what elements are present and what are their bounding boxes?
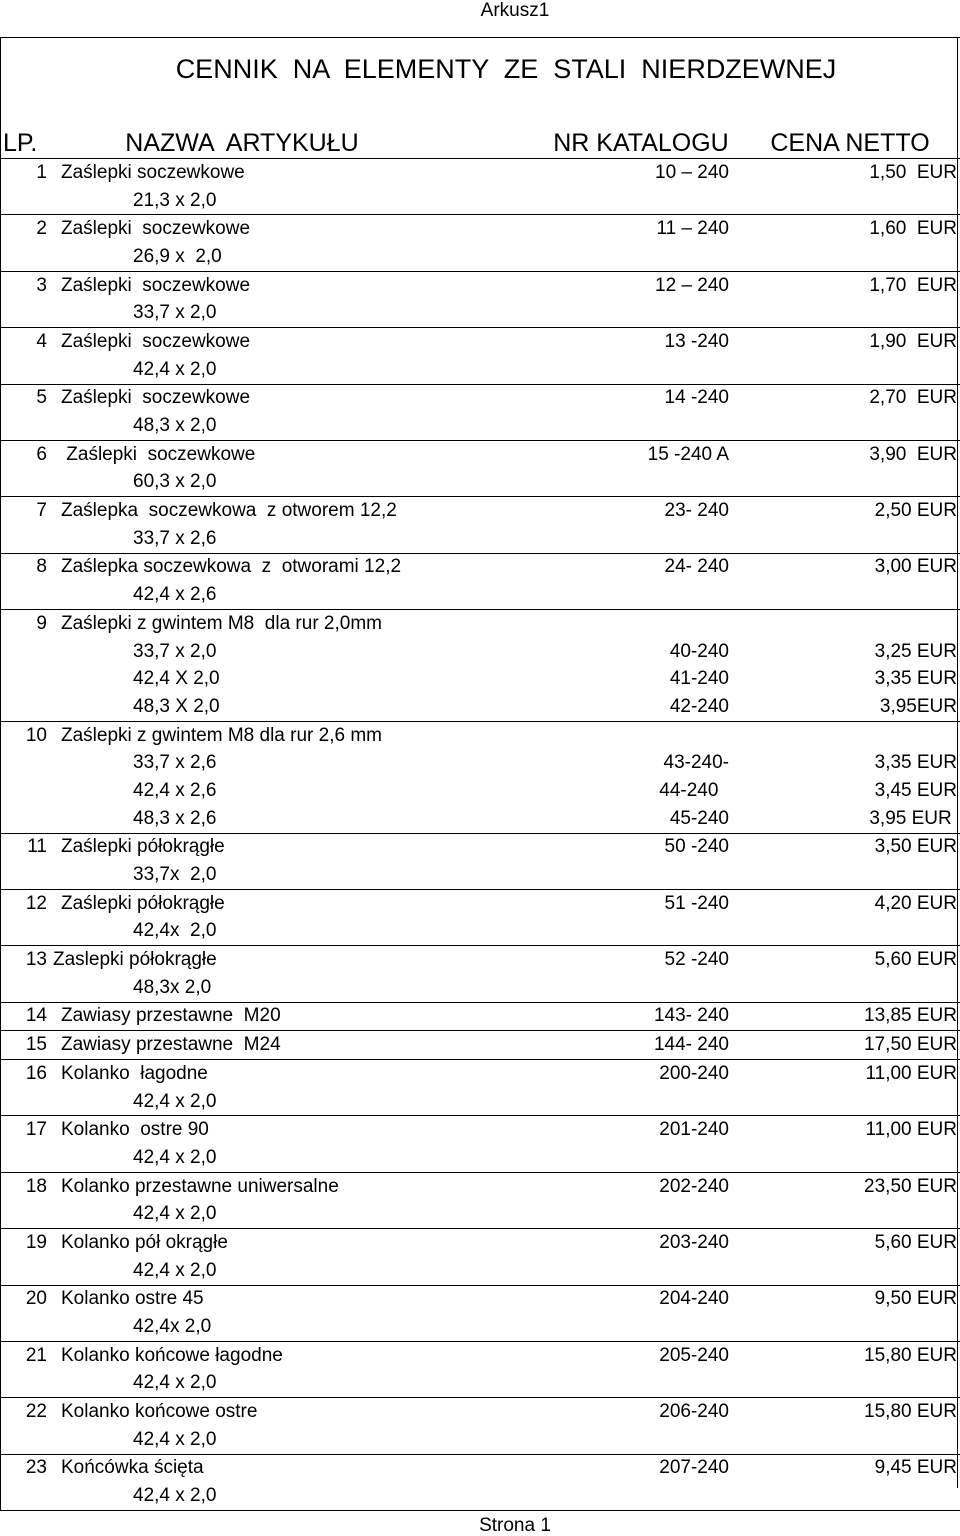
row-main-line xyxy=(1,328,960,356)
row-sub-line xyxy=(1,1426,960,1455)
cell-name: Zaślepki z gwintem M8 dla rur 2,0mm xyxy=(61,612,382,634)
cell-lp: 11 xyxy=(27,836,47,858)
cell-catalog: 50 -240 xyxy=(664,836,729,858)
cell-lp: 9 xyxy=(36,612,47,634)
table-row xyxy=(1,1173,960,1229)
cell-lp: 19 xyxy=(25,1231,47,1253)
row-sub-line xyxy=(1,638,960,666)
cell-price: 23,50 EUR xyxy=(864,1175,957,1197)
cell-name: 42,4 x 2,0 xyxy=(133,1203,217,1225)
table-row xyxy=(1,328,960,384)
table-row xyxy=(1,722,960,834)
cell-name: Zaślepki soczewkowe xyxy=(61,274,251,296)
cell-catalog: 24- 240 xyxy=(664,556,729,578)
row-main-line xyxy=(1,1229,960,1257)
cell-price: 2,70 EUR xyxy=(869,387,957,409)
title-spacer-row xyxy=(1,100,960,130)
table-row xyxy=(1,946,960,1002)
row-sub-line xyxy=(1,665,960,693)
cell-name: 42,4x 2,0 xyxy=(133,1316,212,1338)
cell-lp: 22 xyxy=(25,1401,47,1423)
cell-name: 33,7 x 2,0 xyxy=(133,640,217,662)
row-main-line xyxy=(1,610,960,638)
cell-price: 3,25 EUR xyxy=(874,640,957,662)
cell-catalog: 143- 240 xyxy=(653,1005,729,1027)
table-row xyxy=(1,1116,960,1172)
cell-name: Zaślepka soczewkowa z otworami 12,2 xyxy=(61,556,402,578)
cell-name: Końcówka ścięta xyxy=(61,1457,204,1479)
cell-lp: 1 xyxy=(36,161,47,183)
cell-lp: 20 xyxy=(25,1288,47,1310)
cell-lp: 14 xyxy=(25,1005,47,1027)
row-sub-line xyxy=(1,693,960,722)
cell-name: 48,3 x 2,6 xyxy=(133,807,217,829)
table-row xyxy=(1,1342,960,1398)
cell-name: Zaślepki półokrągłe xyxy=(61,892,225,914)
table-row xyxy=(1,1286,960,1342)
cell-price: 5,60 EUR xyxy=(874,949,957,971)
cell-catalog: 200-240 xyxy=(659,1062,729,1084)
cell-name: 48,3 x 2,0 xyxy=(133,415,217,437)
cell-catalog: 45-240 xyxy=(669,807,729,829)
cell-name: Kolanko łagodne xyxy=(61,1062,208,1084)
page-title: CENNIK NA ELEMENTY ZE STALI NIERDZEWNEJ xyxy=(175,53,837,84)
cell-catalog: 52 -240 xyxy=(664,949,729,971)
cell-lp: 8 xyxy=(36,556,47,578)
cell-lp: 13 xyxy=(25,949,47,971)
cell-price: 3,95EUR xyxy=(879,695,957,717)
cell-catalog: 207-240 xyxy=(659,1457,729,1479)
cell-name: 42,4 x 2,0 xyxy=(133,1146,217,1168)
row-main-line xyxy=(1,441,960,469)
row-main-line xyxy=(1,1116,960,1144)
cell-catalog: 23- 240 xyxy=(664,500,729,522)
table-row xyxy=(1,1031,960,1060)
row-sub-line xyxy=(1,749,960,777)
cell-catalog: 40-240 xyxy=(669,640,729,662)
table-row xyxy=(1,890,960,946)
row-sub-line xyxy=(1,469,960,498)
row-main-line xyxy=(1,1286,960,1314)
cell-name: 42,4 x 2,6 xyxy=(133,779,217,801)
row-sub-line xyxy=(1,777,960,805)
row-sub-line xyxy=(1,525,960,554)
page-footer: Strona 1 xyxy=(479,1515,551,1536)
cell-catalog: 15 -240 A xyxy=(647,443,729,465)
cell-catalog: 43-240- xyxy=(663,752,729,774)
table-row xyxy=(1,834,960,890)
cell-lp: 10 xyxy=(25,724,47,746)
cell-price: 9,45 EUR xyxy=(874,1457,957,1479)
cell-price: 3,95 EUR xyxy=(869,807,957,829)
cell-name: Zaślepka soczewkowa z otworem 12,2 xyxy=(61,500,397,522)
table-row xyxy=(1,1455,960,1511)
table-row xyxy=(1,215,960,271)
cell-name: 42,4 X 2,0 xyxy=(133,668,220,690)
row-main-line xyxy=(1,272,960,300)
cell-name: 26,9 x 2,0 xyxy=(133,245,222,267)
cell-name: Zawiasy przestawne M24 xyxy=(61,1034,281,1056)
row-sub-line xyxy=(1,805,960,834)
cell-price: 3,45 EUR xyxy=(874,779,957,801)
cell-price: 3,50 EUR xyxy=(874,836,957,858)
row-main-line xyxy=(1,1031,960,1060)
cell-price: 1,60 EUR xyxy=(869,218,957,240)
cell-lp: 17 xyxy=(25,1119,47,1141)
cell-catalog: 13 -240 xyxy=(664,330,729,352)
header-lp: LP. xyxy=(3,129,38,157)
cell-catalog: 41-240 xyxy=(669,668,729,690)
cell-price: 3,00 EUR xyxy=(874,556,957,578)
cell-catalog: 44-240 xyxy=(659,779,729,801)
row-main-line xyxy=(1,946,960,974)
cell-name: 42,4x 2,0 xyxy=(133,920,217,942)
cell-name: 42,4 x 2,0 xyxy=(133,1090,217,1112)
row-sub-line xyxy=(1,581,960,610)
cell-name: Zawiasy przestawne M20 xyxy=(61,1005,281,1027)
cell-price: 9,50 EUR xyxy=(874,1288,957,1310)
table-row xyxy=(1,497,960,553)
cell-price: 11,00 EUR xyxy=(865,1062,957,1084)
cell-name: 48,3 X 2,0 xyxy=(133,695,220,717)
row-sub-line xyxy=(1,1088,960,1117)
cell-price: 15,80 EUR xyxy=(864,1401,957,1423)
cell-price: 1,50 EUR xyxy=(869,161,957,183)
cell-name: 42,4 x 2,0 xyxy=(133,1372,217,1394)
cell-name: 21,3 x 2,0 xyxy=(133,189,217,211)
table-body xyxy=(1,159,960,1511)
row-sub-line xyxy=(1,1257,960,1286)
cell-price: 15,80 EUR xyxy=(864,1344,957,1366)
cell-price: 13,85 EUR xyxy=(864,1005,957,1027)
row-sub-line xyxy=(1,187,960,216)
row-sub-line xyxy=(1,918,960,947)
row-main-line xyxy=(1,1342,960,1370)
cell-catalog: 202-240 xyxy=(659,1175,729,1197)
cell-catalog: 12 – 240 xyxy=(655,274,729,296)
cell-name: 48,3x 2,0 xyxy=(133,976,212,998)
cell-name: 42,4 x 2,0 xyxy=(133,1259,217,1281)
cell-name: Zaślepki soczewkowe xyxy=(61,161,245,183)
cell-catalog: 144- 240 xyxy=(653,1034,729,1056)
row-sub-line xyxy=(1,243,960,272)
table-row xyxy=(1,272,960,328)
cell-name: Kolanko końcowe łagodne xyxy=(61,1344,283,1366)
table-row xyxy=(1,159,960,215)
cell-lp: 16 xyxy=(25,1062,47,1084)
cell-name: Zaślepki soczewkowe xyxy=(61,387,251,409)
row-sub-line xyxy=(1,1200,960,1229)
cell-lp: 18 xyxy=(25,1175,47,1197)
cell-name: 42,4 x 2,0 xyxy=(133,358,217,380)
cell-name: Kolanko pół okrągłe xyxy=(61,1231,228,1253)
cell-name: 42,4 x 2,0 xyxy=(133,1428,217,1450)
cell-name: Zaślepki soczewkowe xyxy=(61,218,251,240)
cell-price: 4,20 EUR xyxy=(874,892,957,914)
cell-name: Zaslepki półokrągłe xyxy=(53,949,217,971)
cell-lp: 15 xyxy=(25,1034,47,1056)
cell-catalog: 203-240 xyxy=(659,1231,729,1253)
row-sub-line xyxy=(1,974,960,1003)
header-price: CENA NETTO xyxy=(770,129,930,157)
cell-catalog: 10 – 240 xyxy=(655,161,729,183)
cell-catalog: 14 -240 xyxy=(664,387,729,409)
table-row xyxy=(1,610,960,722)
cell-lp: 2 xyxy=(36,218,47,240)
row-main-line xyxy=(1,215,960,243)
cell-name: Zaślepki soczewkowe xyxy=(61,330,251,352)
cell-name: 33,7 x 2,6 xyxy=(133,527,217,549)
cell-price: 3,90 EUR xyxy=(869,443,957,465)
cell-catalog: 201-240 xyxy=(659,1119,729,1141)
cell-price: 3,35 EUR xyxy=(874,668,957,690)
cell-lp: 6 xyxy=(36,443,47,465)
cell-name: Zaślepki półokrągłe xyxy=(61,836,225,858)
cell-lp: 4 xyxy=(36,330,47,352)
cell-price: 17,50 EUR xyxy=(864,1034,957,1056)
cell-catalog: 11 – 240 xyxy=(656,218,729,240)
cell-name: 42,4 x 2,0 xyxy=(133,1485,217,1507)
cell-lp: 5 xyxy=(36,387,47,409)
row-sub-line xyxy=(1,1370,960,1399)
cell-name: Kolanko ostre 90 xyxy=(61,1119,209,1141)
row-main-line xyxy=(1,1060,960,1088)
header-catalog: NR KATALOGU xyxy=(553,129,729,157)
cell-name: 33,7x 2,0 xyxy=(133,864,217,886)
row-sub-line xyxy=(1,356,960,385)
row-sub-line xyxy=(1,1144,960,1173)
table-row xyxy=(1,441,960,497)
cell-lp: 23 xyxy=(25,1457,47,1479)
table-row xyxy=(1,1003,960,1032)
row-main-line xyxy=(1,497,960,525)
row-main-line xyxy=(1,890,960,918)
cell-catalog: 51 -240 xyxy=(664,892,729,914)
cell-lp: 3 xyxy=(36,274,47,296)
row-sub-line xyxy=(1,861,960,890)
cell-catalog: 204-240 xyxy=(659,1288,729,1310)
cell-lp: 7 xyxy=(36,500,47,522)
cell-name: Kolanko końcowe ostre xyxy=(61,1401,258,1423)
price-list-table xyxy=(0,37,960,1511)
row-sub-line xyxy=(1,412,960,441)
cell-name: 33,7 x 2,6 xyxy=(133,752,217,774)
cell-price: 1,70 EUR xyxy=(869,274,957,296)
row-main-line xyxy=(1,834,960,862)
cell-name: Kolanko ostre 45 xyxy=(61,1288,204,1310)
table-row xyxy=(1,385,960,441)
row-sub-line xyxy=(1,1482,960,1511)
row-main-line xyxy=(1,159,960,187)
cell-price: 5,60 EUR xyxy=(874,1231,957,1253)
cell-catalog: 206-240 xyxy=(659,1401,729,1423)
header-name: NAZWA ARTYKUŁU xyxy=(125,129,359,157)
cell-price: 3,35 EUR xyxy=(874,752,957,774)
cell-name: 33,7 x 2,0 xyxy=(133,302,217,324)
cell-catalog: 205-240 xyxy=(659,1344,729,1366)
cell-price: 11,00 EUR xyxy=(865,1119,957,1141)
table-row xyxy=(1,1229,960,1285)
row-main-line xyxy=(1,1398,960,1426)
cell-name: Kolanko przestawne uniwersalne xyxy=(61,1175,339,1197)
table-row xyxy=(1,1398,960,1454)
cell-name: Zaślepki soczewkowe xyxy=(61,443,256,465)
table-row xyxy=(1,554,960,610)
row-main-line xyxy=(1,1455,960,1483)
cell-name: 60,3 x 2,0 xyxy=(133,471,217,493)
cell-price: 2,50 EUR xyxy=(874,500,957,522)
sheet-name: Arkusz1 xyxy=(480,0,550,21)
row-main-line xyxy=(1,1173,960,1201)
row-sub-line xyxy=(1,1313,960,1342)
table-row xyxy=(1,1060,960,1116)
cell-name: 42,4 x 2,6 xyxy=(133,584,217,606)
row-main-line xyxy=(1,385,960,413)
row-main-line xyxy=(1,1003,960,1032)
cell-lp: 21 xyxy=(25,1344,47,1366)
row-main-line xyxy=(1,722,960,750)
row-sub-line xyxy=(1,299,960,328)
header-row xyxy=(1,130,960,159)
row-main-line xyxy=(1,554,960,582)
cell-name: Zaślepki z gwintem M8 dla rur 2,6 mm xyxy=(61,724,382,746)
cell-price: 1,90 EUR xyxy=(869,330,957,352)
cell-lp: 12 xyxy=(25,892,47,914)
cell-catalog: 42-240 xyxy=(669,695,729,717)
